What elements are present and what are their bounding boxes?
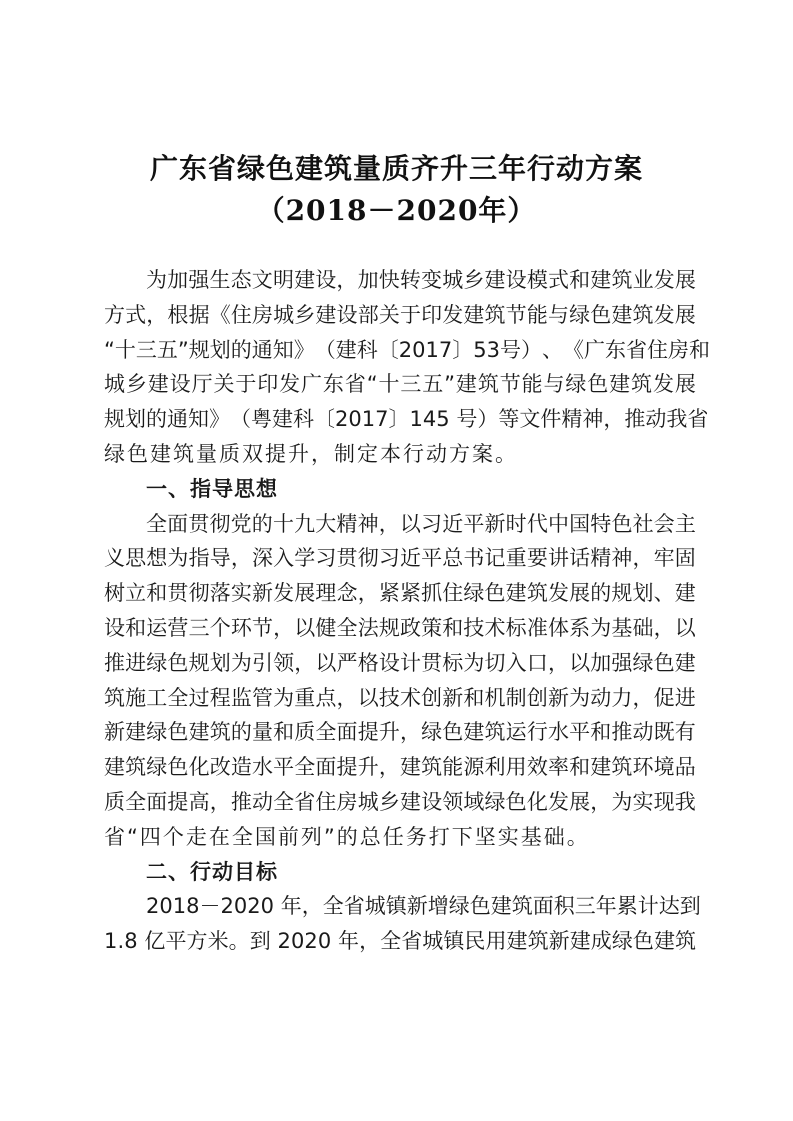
paragraph-line: 全 面 贯 彻 党 的 十 九 大 精 神 ， 以 习 近 平 新 时 代 中 国 特 色 社 会 主 — [146, 511, 696, 536]
paragraph-line: 2 0 1 8 － 2 0 2 0 年 ， 全 省 城 镇 新 增 绿 色 建 筑 面 积 三 年 累 计 达 到 — [146, 894, 701, 919]
title-line-years: （2018－2020年） — [256, 194, 537, 227]
paragraph-line: 新 建 绿 色 建 筑 的 量 和 质 全 面 提 升 ， 绿 色 建 筑 运 行 水 平 和 推 动 既 有 — [104, 720, 696, 745]
paragraph-line — [104, 437, 696, 472]
paragraph-line: 设 和 运 营 三 个 环 节 ， 以 健 全 法 规 政 策 和 技 术 标 准 体 系 为 基 础 ， 以 — [104, 615, 696, 640]
section-heading-action-goals: 二、行动目标 — [146, 859, 278, 884]
paragraph-line: 树 立 和 贯 彻 落 实 新 发 展 理 念 ， 紧 紧 抓 住 绿 色 建 筑 发 展 的 规 划 、 建 — [104, 581, 696, 606]
paragraph-line: 义 思 想 为 指 导 ， 深 入 学 习 贯 彻 习 近 平 总 书 记 重 要 讲 话 精 神 ， 牢 固 — [104, 546, 696, 571]
paragraph-line: 质 全 面 提 高 ， 推 动 全 省 住 房 城 乡 建 设 领 域 绿 色 化 发 展 ， 为 实 现 我 — [104, 789, 696, 814]
paragraph-line: 推 进 绿 色 规 划 为 引 领 ， 以 严 格 设 计 贯 标 为 切 入 口 ， 以 加 强 绿 色 建 — [104, 650, 696, 675]
paragraph-line: 城 乡 建 设 厅 关 于 印 发 广 东 省 “ 十 三 五 ” 建 筑 节 能 与 绿 色 建 筑 发 展 — [104, 372, 696, 397]
paragraph-line-text: 省“四个走在全国前列”的总任务打下坚实基础。 — [104, 824, 590, 849]
paragraph-line: 规 划 的 通 知 》 （ 粤 建 科 〔 2 0 1 7 〕 1 4 5 号 ） 等 文 件 精 神 ， 推 动 我 省 — [104, 407, 709, 432]
paragraph-line: 建 筑 绿 色 化 改 造 水 平 全 面 提 升 ， 建 筑 能 源 利 用 效 率 和 建 筑 环 境 品 — [104, 755, 696, 780]
paragraph-line: 1 . 8 亿 平 方 米 。 到 2 0 2 0 年 ， 全 省 城 镇 民 用 建 筑 新 建 成 绿 色 建 筑 — [104, 929, 696, 954]
paragraph-line-text: 绿色建筑量质双提升，制定本行动方案。 — [104, 441, 518, 466]
paragraph-line: 方 式 ， 根 据 《 住 房 城 乡 建 设 部 关 于 印 发 建 筑 节 能 与 绿 色 建 筑 发 展 — [104, 302, 696, 327]
paragraph-line: 为 加 强 生 态 文 明 建 设 ， 加 快 转 变 城 乡 建 设 模 式 和 建 筑 业 发 展 — [146, 268, 696, 292]
title-line-main: 广东省绿色建筑量质齐升三年行动方案 — [149, 152, 643, 185]
document-body — [104, 263, 711, 959]
paragraph-line: 筑 施 工 全 过 程 监 管 为 重 点 ， 以 技 术 创 新 和 机 制 创 新 为 动 力 ， 促 进 — [104, 685, 696, 710]
document-title — [100, 148, 693, 232]
paragraph-line — [104, 820, 696, 855]
section-heading-guiding-ideology: 一、指导思想 — [146, 476, 278, 501]
paragraph-line: “ 十 三 五 ” 规 划 的 通 知 》 （ 建 科 〔 2 0 1 7 〕 5 3 号 ） 、 《 广 东 省 住 房 和 — [104, 337, 711, 362]
